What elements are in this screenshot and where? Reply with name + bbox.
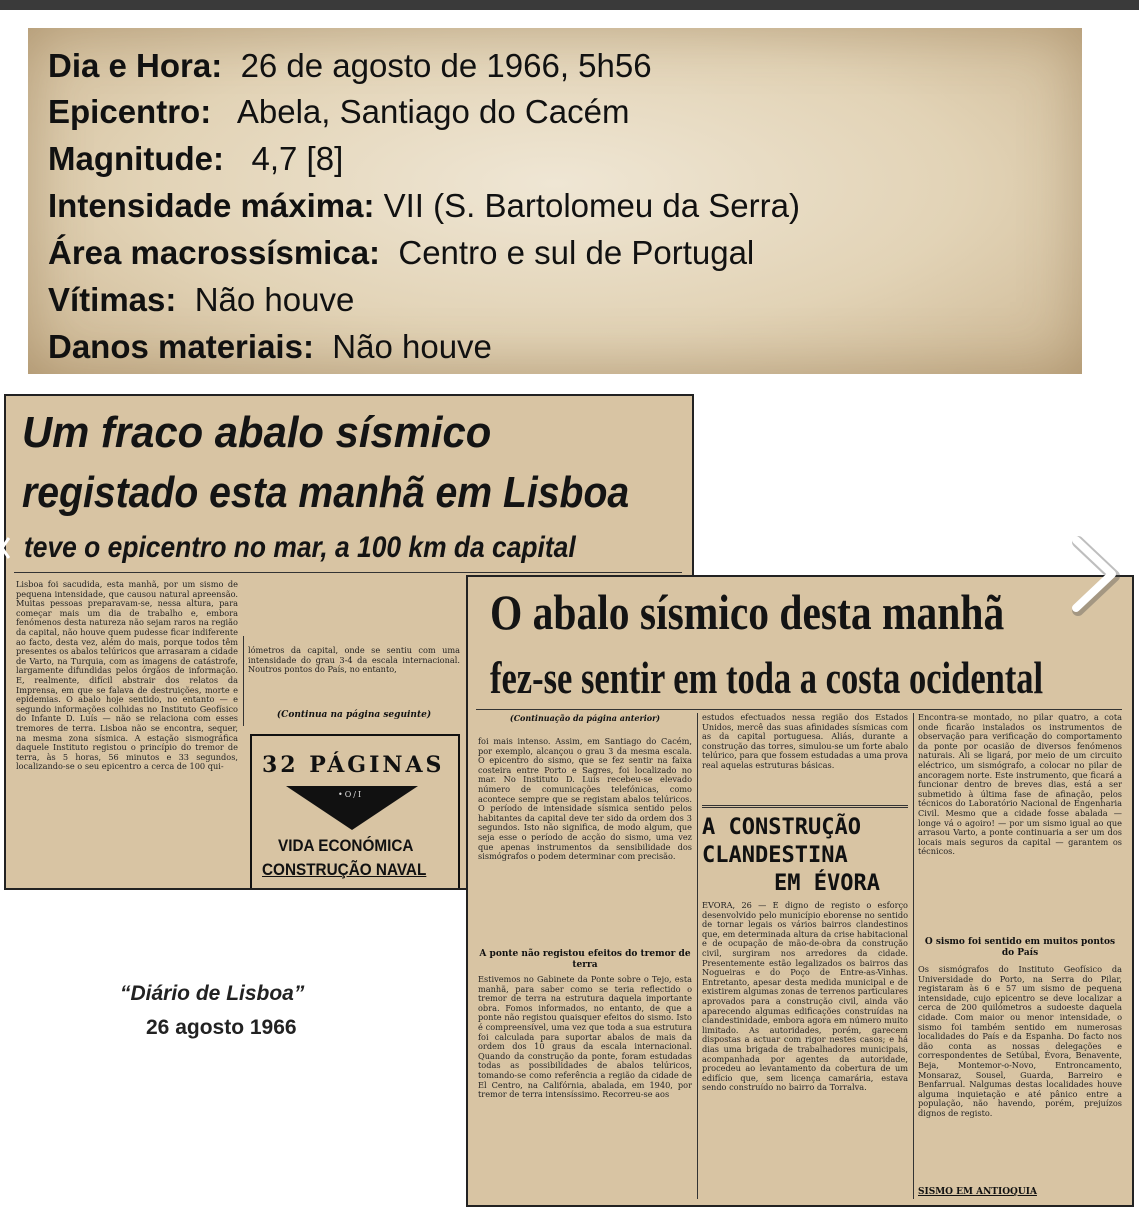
info-row-damage: Danos materiais: Não houve: [48, 328, 492, 365]
top-bar: [0, 0, 1139, 10]
clipping1-headline-1: Um fraco abalo sísmico: [22, 408, 492, 457]
info-row-victims: Vítimas: Não houve: [48, 281, 355, 318]
construcao-title-3: EM ÉVORA: [774, 871, 880, 896]
pages-box-line-2: CONSTRUÇÃO NAVAL: [262, 860, 427, 879]
column-divider: [243, 636, 244, 726]
clipping1-subhead: teve o epicentro no mar, a 100 km da capital: [24, 531, 576, 564]
construcao-title-2: CLANDESTINA: [702, 843, 848, 868]
info-row-epicenter: Epicentro: Abela, Santiago do Cacém: [48, 93, 630, 130]
caption-source: “Diário de Lisboa”: [120, 982, 305, 1005]
clipping2-col1-subhead: A ponte não registou efeitos do tremor de terra: [479, 949, 691, 970]
clipping1-column-2: lómetros da capital, onde se sentiu com uma intensidade do grau 3-4 da escala internacional. Noutros pontos do País, no entanto,: [248, 646, 460, 675]
clipping2-column-1b: Estivemos no Gabinete da Ponte sobre o Tejo, esta manhã, para saber como se teria reflectido o tremor de terra na estrutura daquela importante obra. Fomos informados, no entanto, de que a ponte não registou quaisquer efeitos do sismo. Isto é compreensível, uma vez que toda a sua estrutura foi calculada para suportar abalos de mais da ordem dos 10 graus da escala internacional. Quando da construção da ponte, foram estudadas todas as possibilidades de abalos telúricos, tomando-se como referência a região da cidade de El Centro, na Califórnia, abalada, em 1940, por tremor de terra intensíssimo. Recorreu-se aos: [478, 975, 692, 1100]
clipping2-headline-1: O abalo sísmico desta manhã: [490, 584, 1005, 640]
earthquake-info-card: [28, 28, 1082, 374]
pages-box-line-1: VIDA ECONÓMICA: [278, 836, 414, 855]
clipping2-column-1: foi mais intenso. Assim, em Santiago do Cacém, por exemplo, alcançou o grau 3 da mesma escala. O epicentro do sismo, que se fez sentir na faixa costeira entre Porto e Sagres, foi localizado no mar. No Instituto D. Luís recebeu-se elevado número de comunicações telefónicas, como acontece sempre que se registam abalos telúricos. O período de intensidade sísmica sentido pelos habitantes da capital deve ter sido da ordem dos 3 segundos. Isto não significa, de modo algum, que seja esse o período de acção do sismo, uma vez que apenas instrumentos da sensibilidade dos sismógrafos o podem determinar com precisão.: [478, 737, 692, 862]
clipping1-headline-2: registado esta manhã em Lisboa: [22, 468, 630, 517]
info-row-date: Dia e Hora: 26 de agosto de 1966, 5h56: [48, 47, 652, 84]
clipping2-bottom-subhead: SISMO EM ANTIOQUIA: [918, 1187, 1037, 1197]
info-row-magnitude: Magnitude: 4,7 [8]: [48, 140, 344, 177]
previous-arrow-icon[interactable]: [0, 536, 10, 560]
column-divider: [697, 713, 698, 1199]
info-row-intensity: Intensidade máxima: VII (S. Bartolomeu da Serra): [48, 187, 800, 224]
caption-date: 26 agosto 1966: [146, 1016, 297, 1039]
divider: [14, 572, 682, 573]
clipping2-col3-subhead: O sismo foi sentido em muitos pontos do País: [924, 937, 1116, 958]
clipping2-headline-2: fez-se sentir em toda a costa ocidental: [490, 652, 1044, 703]
clipping2-column-3: Encontra-se montado, no pilar quatro, a cota onde ficarão instalados os instrumentos de observação para verificação do comportamento da ponte por ocasião de diversos fenómenos naturais. Ali se ligará, por meio de um circuito eléctrico, um sismógrafo, a colocar no pilar de ancoragem norte. Este instrumento, que ficará a funcionar dentro de breves dias, está a ser submetido à última fase de afinação, pelos técnicos do Laboratório Nacional de Engenharia Civil. Mesmo que a cidade fosse abalada — longe vá o agoiro! — por um sismo igual ao que arrasou Varto, a ponte continuaria a ser um dos locais mais seguros da capital — garantem os técnicos.: [918, 713, 1122, 857]
clipping2-continued: (Continuação da página anterior): [509, 713, 661, 723]
clipping2-column-3b: Os sismógrafos do Instituto Geofísico da Universidade do Porto, na Serra do Pilar, registaram às 6 e 57 um sismo de pequena intensidade, cujo epicentro se deve localizar a cerca de 200 quilómetros a sudoeste daquela cidade. Com maior ou menor intensidade, o sismo foi também sentido em numerosas localidades do País e da Espanha. Do facto nos dão conta as nossas delegações e correspondentes de Setúbal, Évora, Benavente, Beja, Montemor-o-Novo, Entroncamento, Monsaraz, Sousel, Guarda, Barreiro e Benfarrual. Nalgumas destas localidades houve alguma inquietação e até pânico entre a população, não havendo, porém, prejuízos dignos de registo.: [918, 965, 1122, 1118]
triangle-mark: •O/I: [338, 790, 364, 799]
next-arrow-icon[interactable]: [1066, 536, 1126, 616]
info-row-area: Área macrossísmica: Centro e sul de Portugal: [48, 234, 755, 271]
divider: [476, 709, 1122, 710]
column-divider: [913, 713, 914, 1199]
clipping1-continues: (Continua na página seguinte): [276, 710, 432, 720]
pages-box: [250, 734, 460, 890]
newspaper-clipping-2: [466, 575, 1134, 1207]
divider: [702, 805, 908, 808]
pages-count: 32 PÁGINAS: [262, 752, 445, 778]
clipping1-column-1: Lisboa foi sacudida, esta manhã, por um sismo de pequena intensidade, que causou natural apreensão. Muitas pessoas preparavam-se, nessa altura, para começar mais um dia de trabalho e, embora fenómenos desta natureza não sejam raros na região da capital, não houve quem pudesse ficar indiferente ao facto, desta vez, além do mais, porque todos têm presentes os abalos telúricos que arrasaram a cidade de Varto, na Turquia, com as imagens de catástrofe, largamente difundidas pelos órgãos de informação. E, realmente, difícil abstrair dos relatos da Imprensa, em que se falava de destruições, morte e epidemias. O abalo hoje sentido, no entanto — e segundo informações colhidas no Instituto Geofísico do Infante D. Luís — não se relaciona com esses tremores de terra. Lisboa não se encontra, sequer, na mesma zona sísmica. A estação sismográfica daquele Instituto registou o princípio do tremor de terra, às 5 horas, 56 minutos e 33 segundos, localizando-se o seu epicentro a cerca de 100 qui-: [16, 580, 238, 772]
construcao-title-1: A CONSTRUÇÃO: [702, 815, 861, 840]
clipping2-column-2b: ÉVORA, 26 — É digno de registo o esforço desenvolvido pelo município eborense no sentido de tornar legais os vários bairros clandestinos que, em determinada altura da crise habitacional e de ocupação de mão-de-obra da construção civil, surgiram nos arredores da cidade. Presentemente estão legalizados os bairros das Nogueiras e do Poço de Entre-as-Vinhas. Entretanto, apesar desta medida municipal e de existirem algumas zonas de terrenos particulares aprovados para a construção civil, ainda vão aparecendo algumas edificações construídas na clandestinidade, embora agora em número muito limitado. As autoridades, porém, garecem dispostas a actuar com rigor nestes casos; e há dias uma brigada de trabalhadores municipais, acompanhada por agentes da autoridade, procedeu ao levantamento da cobertura de um edifício que, sem licença camarária, estava sendo construído no bairro da Torralva.: [702, 901, 908, 1093]
clipping2-column-2: estudos efectuados nessa região dos Estados Unidos, mercê das suas afinidades sísmicas com as da capital portuguesa. Aliás, durante a construção das torres, simulou-se um forte abalo telúrico, para que fossem estudadas a uma prova real aquelas estruturas básicas.: [702, 713, 908, 770]
